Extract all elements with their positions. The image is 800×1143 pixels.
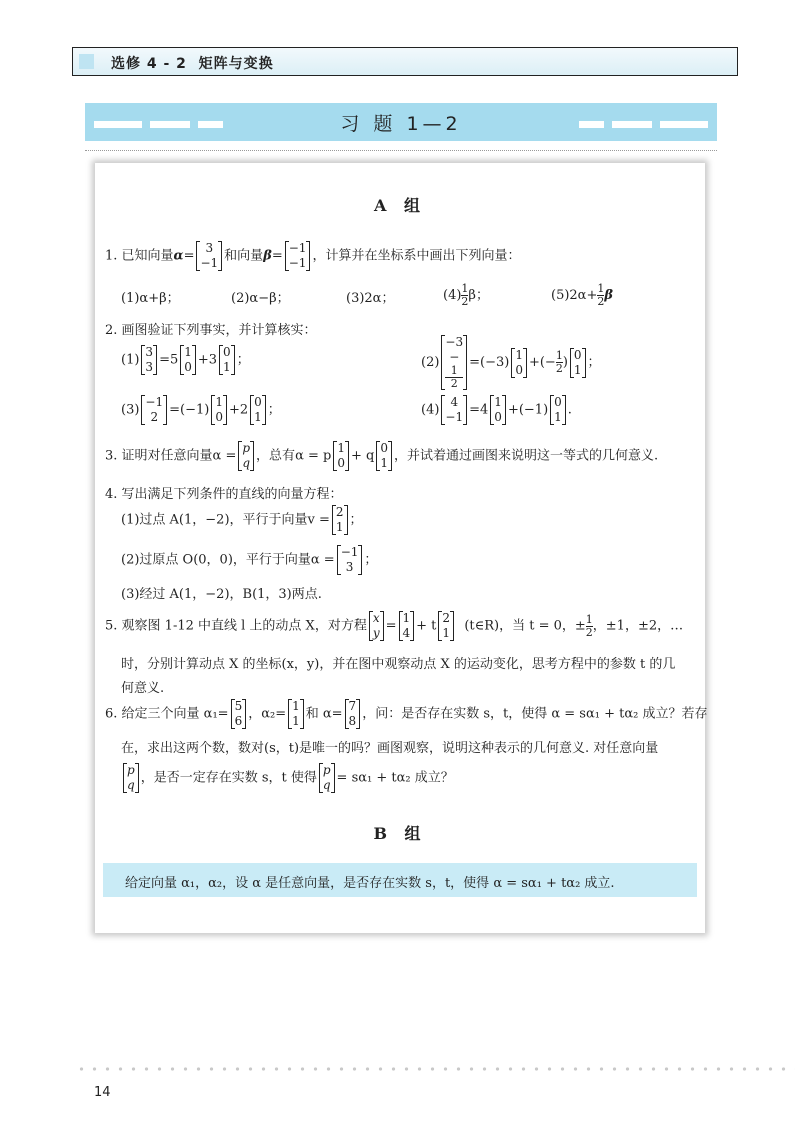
divider — [85, 150, 717, 151]
page-number: 14 — [94, 1085, 111, 1100]
problem-4: 4. 写出满足下列条件的直线的向量方程： — [105, 487, 343, 502]
problem-2: 2. 画图验证下列事实，并计算核实： — [105, 323, 317, 338]
group-b-heading: B 组 — [373, 824, 427, 843]
problem-4-1: (1)过点 A(1，−2)，平行于向量v = 2 1 ； — [121, 505, 363, 534]
problem-2-2: (2) −3 − 1 2 =(−3) 1 0 +(− $\frac{1}{2}$ ) 0 1 ； — [421, 335, 601, 390]
problem-2-1: (1) 3 3 =5 1 0 +3 0 1 ； — [121, 345, 250, 374]
problem-1: 1. 已知向量α= 3 −1 和向量β= −1 −1 ，计算并在坐标系中画出下列向量： — [105, 241, 521, 270]
problem-2-3: (3) −1 2 =(−1) 1 0 +2 0 1 ； — [121, 395, 281, 424]
group-b-problem: 给定向量 α₁，α₂，设 α 是任意向量，是否存在实数 s，t，使得 α = sα₁ + tα₂ 成立. — [125, 876, 615, 891]
header-text: 选修 4 - 2 矩阵与变换 — [111, 56, 274, 72]
chapter-header — [72, 47, 738, 76]
problem-2-4: (4) 4 −1 =4 1 0 +(−1) 0 1 . — [421, 395, 572, 424]
exercise-title: 习 题 1—2 — [340, 113, 462, 135]
group-b-problem-box — [103, 863, 697, 897]
problem-4-3: (3)经过 A(1，−2)，B(1，3)两点. — [121, 587, 322, 602]
header-square-icon — [79, 54, 94, 69]
footer-dots — [75, 1067, 795, 1071]
problem-5-line-1: 5. 观察图 1-12 中直线 l 上的动点 X，对方程 x y = 1 4 + t 2 1 (t∈R)，当 t = 0，± $\frac{1}{2}$ ，±1，±2，… — [105, 611, 684, 640]
exercise-title-band — [85, 103, 717, 141]
problem-6-line-2: 在，求出这两个数，数对(s，t)是唯一的吗？画图观察，说明这种表示的几何意义. 对任意向量 — [121, 741, 659, 756]
problem-5-line-2: 时，分别计算动点 X 的坐标(x，y)，并在图中观察动点 X 的运动变化，思考方程中的参数 t 的几 — [121, 657, 676, 672]
exercise-box: A 组 1. 已知向量α= 3 −1 和向量β= −1 −1 ，计算并在坐标系中画出下列向量： (1)α+β； (2)α−β； (3)2α； (4) $\frac{1}{2}$ β； (5)2α+ $\frac{1}{2}$ β 2. 画图验证下列事实，并计算核实： (1) 3 3 =5 1 0 +3 0 1 ； (2) −3 − 1 2 =(−3) 1 0 +(− $\frac{1}{2}$ ) 0 1 ； (3) −1 2 =(−1) 1 0 +2 0 1 ； (4) 4 −1 =4 1 0 +(−1) 0 1 . 3. 证明对任意向量α = p q ，总有α = p 1 0 + q 0 1 ，并试着通过画图来说明这一等式的几何意义. 4. 写出满足下列条件的直线的向量方程： (1)过点 A(1，−2)，平行于向量v = 2 1 ； (2)过原点 O(0，0)，平行于向量α = −1 3 ； (3)经过 A(1，−2)，B(1，3)两点. 5. 观察图 1-12 中直线 l 上的动点 X，对方程 x y = 1 4 + t 2 1 (t∈R)，当 t = 0，± $\frac{1}{2}$ ，±1，±2，… 时，分别计算动点 X 的坐标(x，y)，并在图中观察动点 X 的运动变化，思考方程中的参数 t 的几 何意义. 6. 给定三个向量 α₁= 5 6 ，α₂= 1 1 和 α= 7 8 ，问：是否存在实数 s，t，使得 α = sα₁ + tα₂ 成立？若存 在，求出这两个数，数对(s，t)是唯一的吗？画图观察，说明这种表示的几何意义. 对任意向量 p q ，是否一定存在实数 s，t 使得 p q = sα₁ + tα₂ 成立？ B 组 给定向量 α₁，α₂，设 α 是任意向量，是否存在实数 s，t，使得 α = sα₁ + tα₂ 成立. — [95, 163, 705, 933]
problem-3: 3. 证明对任意向量α = p q ，总有α = p 1 0 + q 0 1 ，并试着通过画图来说明这一等式的几何意义. — [105, 441, 659, 470]
problem-6-line-3: p q ，是否一定存在实数 s，t 使得 p q = sα₁ + tα₂ 成立？ — [121, 763, 454, 793]
group-a-heading: A 组 — [374, 196, 426, 215]
problem-6-line-1: 6. 给定三个向量 α₁= 5 6 ，α₂= 1 1 和 α= 7 8 ，问：是否存在实数 s，t，使得 α = sα₁ + tα₂ 成立？若存 — [105, 699, 708, 728]
problem-4-2: (2)过原点 O(0，0)，平行于向量α = −1 3 ； — [121, 545, 378, 574]
problem-5-line-3: 何意义. — [121, 681, 165, 696]
